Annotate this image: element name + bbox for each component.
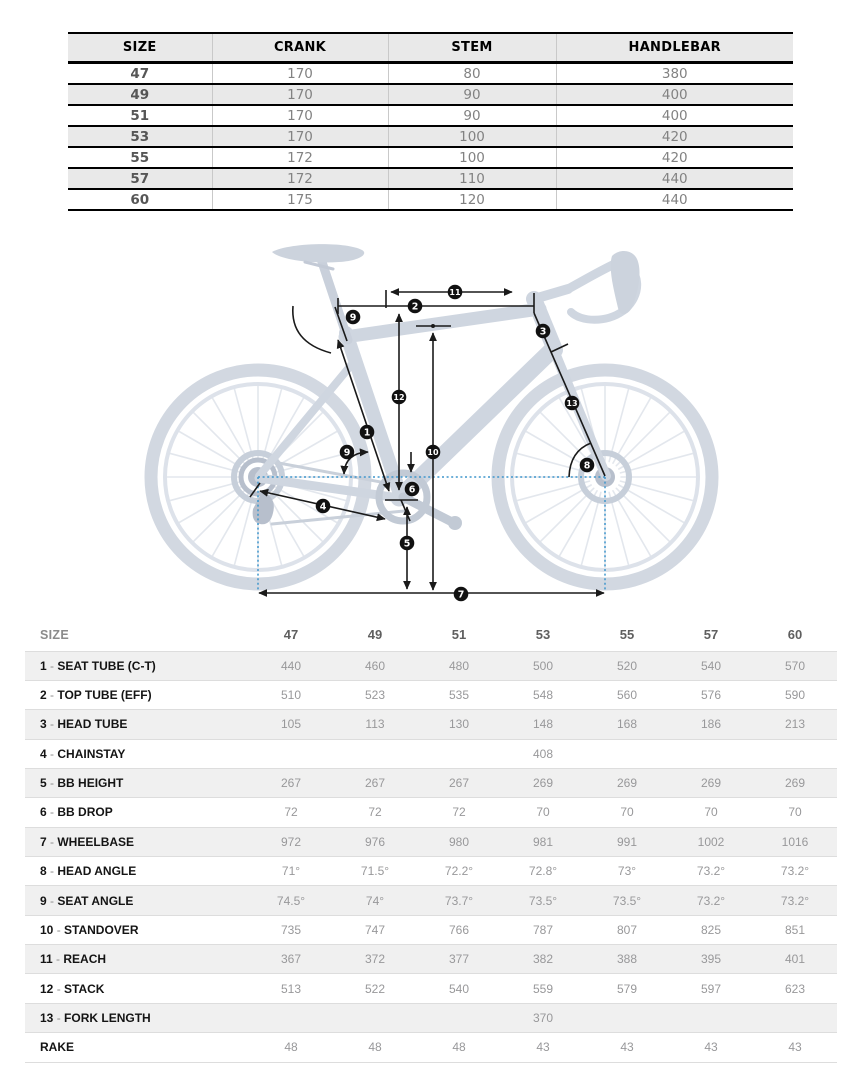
value-cell: 73.5°: [528, 893, 558, 908]
crank-stem-handlebar-table: [68, 32, 793, 211]
value-cell: 747: [364, 922, 386, 937]
geometry-header-53: 53: [535, 627, 551, 643]
value-cell: 73.2°: [696, 893, 726, 908]
value-cell: 440: [661, 191, 688, 208]
row-label: 6 - BB DROP: [40, 805, 113, 820]
geometry-table: [25, 619, 837, 1063]
row-label: 2 - TOP TUBE (EFF): [40, 688, 152, 703]
value-cell: 480: [448, 658, 470, 673]
svg-text:4: 4: [319, 501, 327, 513]
geometry-header-47: 47: [283, 627, 299, 643]
size-cell: 49: [68, 84, 212, 105]
value-cell: 74°: [365, 893, 385, 908]
crank-row-53: [68, 126, 793, 147]
geometry-row-top-tube-eff: [25, 680, 837, 709]
svg-text:1: 1: [363, 427, 371, 439]
value-cell: [417, 739, 501, 768]
geometry-row-seat-tube-c-t: [25, 651, 837, 680]
geometry-table-header: [25, 619, 837, 651]
seat-post: [321, 259, 348, 340]
value-cell: 522: [364, 981, 386, 996]
svg-text:7: 7: [457, 589, 465, 601]
value-cell: 130: [448, 717, 470, 732]
value-cell: 90: [388, 84, 556, 105]
value-cell: [333, 739, 417, 768]
value-cell: [333, 1003, 417, 1032]
value-cell: 70: [704, 805, 718, 820]
size-cell: 47: [68, 63, 212, 85]
row-label: 13 - FORK LENGTH: [40, 1010, 151, 1025]
saddle: [272, 244, 364, 262]
value-cell: 71.5°: [360, 864, 390, 879]
value-cell: 269: [700, 776, 722, 791]
value-cell: 74.5°: [276, 893, 306, 908]
row-label: 12 - STACK: [40, 981, 105, 996]
value-cell: 590: [784, 688, 806, 703]
value-cell: 388: [616, 952, 638, 967]
row-label: 1 - SEAT TUBE (C-T): [40, 658, 156, 673]
value-cell: 73.2°: [780, 864, 810, 879]
geometry-header-60: 60: [787, 627, 803, 643]
value-cell: 400: [556, 105, 793, 126]
value-cell: [753, 739, 837, 768]
value-cell: 269: [532, 776, 554, 791]
value-cell: 559: [532, 981, 554, 996]
value-cell: 172: [212, 168, 388, 189]
geometry-header-size: SIZE: [40, 627, 69, 642]
value-cell: 90: [388, 105, 556, 126]
value-cell: 172: [212, 147, 388, 168]
value-cell: 186: [700, 717, 722, 732]
value-cell: 72: [452, 805, 466, 820]
crank-row-49: [68, 84, 793, 105]
value-cell: [753, 1003, 837, 1032]
value-cell: 500: [532, 658, 554, 673]
value-cell: 395: [700, 952, 722, 967]
crank-row-51: [68, 105, 793, 126]
value-cell: 113: [365, 717, 385, 732]
value-cell: 213: [784, 717, 806, 732]
value-cell: 535: [448, 688, 470, 703]
geometry-table-body: [25, 651, 837, 1062]
diagram-marker-seat-angle-top: [346, 310, 361, 325]
size-cell: 55: [68, 147, 212, 168]
value-cell: 540: [700, 658, 722, 673]
value-cell: 851: [784, 922, 806, 937]
crank-header-handlebar: HANDLEBAR: [556, 33, 793, 63]
value-cell: 576: [700, 688, 722, 703]
value-cell: 380: [556, 63, 793, 85]
svg-text:2: 2: [411, 301, 419, 313]
value-cell: 597: [700, 981, 722, 996]
crank-table-body: [68, 63, 793, 211]
value-cell: 80: [388, 63, 556, 85]
geometry-row-rake: [25, 1033, 837, 1062]
value-cell: 70: [536, 805, 550, 820]
value-cell: 523: [364, 688, 386, 703]
svg-text:8: 8: [583, 460, 591, 472]
top-tube-shape: [345, 309, 540, 337]
value-cell: 48: [452, 1040, 466, 1055]
value-cell: 972: [280, 834, 302, 849]
value-cell: 100: [388, 147, 556, 168]
value-cell: 1002: [697, 834, 725, 849]
value-cell: 991: [616, 834, 638, 849]
value-cell: 579: [616, 981, 638, 996]
row-label: 7 - WHEELBASE: [40, 834, 135, 849]
value-cell: 401: [784, 952, 806, 967]
crank-row-47: [68, 63, 793, 85]
value-cell: 560: [616, 688, 638, 703]
value-cell: 120: [388, 189, 556, 210]
svg-text:9: 9: [349, 312, 357, 324]
value-cell: 100: [388, 126, 556, 147]
value-cell: 48: [368, 1040, 382, 1055]
value-cell: 73.2°: [696, 864, 726, 879]
row-label: 8 - HEAD ANGLE: [40, 864, 137, 879]
crank-row-57: [68, 168, 793, 189]
crank-table-header: [68, 33, 793, 63]
value-cell: 981: [532, 834, 554, 849]
value-cell: 787: [532, 922, 554, 937]
value-cell: 440: [280, 658, 302, 673]
diagram-marker-seat-tube: [360, 425, 375, 440]
row-label: 5 - BB HEIGHT: [40, 776, 124, 791]
value-cell: 980: [448, 834, 470, 849]
value-cell: 735: [280, 922, 302, 937]
value-cell: 73.2°: [780, 893, 810, 908]
value-cell: 370: [532, 1010, 554, 1025]
value-cell: 43: [620, 1040, 634, 1055]
size-cell: 53: [68, 126, 212, 147]
value-cell: [249, 739, 333, 768]
value-cell: 72.2°: [444, 864, 474, 879]
geometry-row-standover: [25, 915, 837, 944]
crank-header-size: SIZE: [68, 33, 212, 63]
geometry-row-seat-angle: [25, 886, 837, 915]
value-cell: 267: [280, 776, 302, 791]
stem: [534, 289, 568, 299]
value-cell: 170: [212, 63, 388, 85]
row-label: 4 - CHAINSTAY: [40, 746, 126, 761]
value-cell: 513: [280, 981, 302, 996]
value-cell: 168: [616, 717, 638, 732]
geometry-row-bb-height: [25, 768, 837, 797]
value-cell: 766: [448, 922, 470, 937]
value-cell: 43: [704, 1040, 718, 1055]
value-cell: 71°: [281, 864, 301, 879]
value-cell: 540: [448, 981, 470, 996]
geometry-row-fork-length: [25, 1003, 837, 1032]
diagram-marker-fork-length: [565, 396, 580, 411]
geometry-row-head-angle: [25, 857, 837, 886]
size-cell: 60: [68, 189, 212, 210]
value-cell: 623: [784, 981, 806, 996]
value-cell: [585, 739, 669, 768]
value-cell: 408: [532, 746, 554, 761]
value-cell: 72: [284, 805, 298, 820]
value-cell: 825: [700, 922, 722, 937]
crank-row-60: [68, 189, 793, 210]
geometry-row-head-tube: [25, 710, 837, 739]
value-cell: 105: [280, 717, 302, 732]
value-cell: 382: [532, 952, 554, 967]
value-cell: 976: [364, 834, 386, 849]
geometry-row-reach: [25, 945, 837, 974]
value-cell: 420: [556, 147, 793, 168]
value-cell: 43: [536, 1040, 550, 1055]
row-label: 3 - HEAD TUBE: [40, 717, 128, 732]
value-cell: 520: [616, 658, 638, 673]
value-cell: 267: [448, 776, 470, 791]
value-cell: 73.7°: [444, 893, 474, 908]
value-cell: 460: [364, 658, 386, 673]
brake-hood: [611, 251, 640, 314]
value-cell: 377: [448, 952, 470, 967]
svg-text:11: 11: [449, 287, 461, 297]
diagram-marker-bb-height: [400, 536, 415, 551]
value-cell: 73.5°: [612, 893, 642, 908]
value-cell: 72.8°: [528, 864, 558, 879]
bike-silhouette: [151, 244, 712, 584]
svg-text:3: 3: [539, 326, 547, 338]
diagram-marker-top-tube: [408, 299, 423, 314]
pedal: [448, 516, 462, 530]
diagram-marker-bb-drop: [405, 482, 420, 497]
value-cell: 400: [556, 84, 793, 105]
value-cell: 269: [784, 776, 806, 791]
size-cell: 51: [68, 105, 212, 126]
value-cell: 510: [280, 688, 302, 703]
value-cell: 170: [212, 105, 388, 126]
value-cell: 148: [532, 717, 554, 732]
value-cell: 367: [280, 952, 302, 967]
geometry-header-57: 57: [703, 627, 719, 643]
svg-text:5: 5: [403, 538, 411, 550]
geometry-header-51: 51: [451, 627, 467, 643]
geometry-row-bb-drop: [25, 798, 837, 827]
value-cell: 175: [212, 189, 388, 210]
value-cell: 420: [556, 126, 793, 147]
svg-text:13: 13: [566, 398, 578, 408]
diagram-marker-wheelbase: [454, 587, 469, 602]
diagram-marker-stack: [392, 390, 407, 405]
value-cell: 440: [556, 168, 793, 189]
geometry-header-49: 49: [367, 627, 383, 643]
geometry-header-55: 55: [619, 627, 635, 643]
value-cell: 267: [364, 776, 386, 791]
value-cell: 73°: [617, 864, 637, 879]
svg-text:6: 6: [408, 484, 416, 496]
geometry-row-chainstay: [25, 739, 837, 768]
value-cell: [669, 1003, 753, 1032]
diagram-marker-seat-angle: [340, 445, 355, 460]
value-cell: 1016: [781, 834, 809, 849]
value-cell: 170: [212, 126, 388, 147]
row-label: 11 - REACH: [40, 952, 107, 967]
value-cell: 72: [368, 805, 382, 820]
svg-text:12: 12: [393, 392, 405, 402]
diagram-marker-standover: [426, 445, 441, 460]
value-cell: 70: [788, 805, 802, 820]
crank-header-crank: CRANK: [212, 33, 388, 63]
diagram-marker-head-angle: [580, 458, 595, 473]
value-cell: [585, 1003, 669, 1032]
row-label: RAKE: [40, 1040, 75, 1055]
value-cell: 48: [284, 1040, 298, 1055]
geometry-row-stack: [25, 974, 837, 1003]
diagram-marker-reach: [448, 285, 463, 300]
value-cell: [669, 739, 753, 768]
row-label: 9 - SEAT ANGLE: [40, 893, 134, 908]
bike-geometry-diagram: [0, 225, 859, 617]
value-cell: [249, 1003, 333, 1032]
row-label: 10 - STANDOVER: [40, 922, 139, 937]
value-cell: [417, 1003, 501, 1032]
value-cell: 170: [212, 84, 388, 105]
value-cell: 372: [364, 952, 386, 967]
value-cell: 269: [616, 776, 638, 791]
geometry-row-wheelbase: [25, 827, 837, 856]
value-cell: 110: [388, 168, 556, 189]
crank-header-stem: STEM: [388, 33, 556, 63]
value-cell: 70: [620, 805, 634, 820]
diagram-marker-chainstay: [316, 499, 331, 514]
value-cell: 570: [784, 658, 806, 673]
crank-row-55: [68, 147, 793, 168]
size-cell: 57: [68, 168, 212, 189]
value-cell: 807: [616, 922, 638, 937]
svg-text:10: 10: [427, 447, 439, 457]
value-cell: 43: [788, 1040, 802, 1055]
svg-text:9: 9: [343, 447, 351, 459]
value-cell: 548: [532, 688, 554, 703]
diagram-marker-head-tube: [536, 324, 551, 339]
